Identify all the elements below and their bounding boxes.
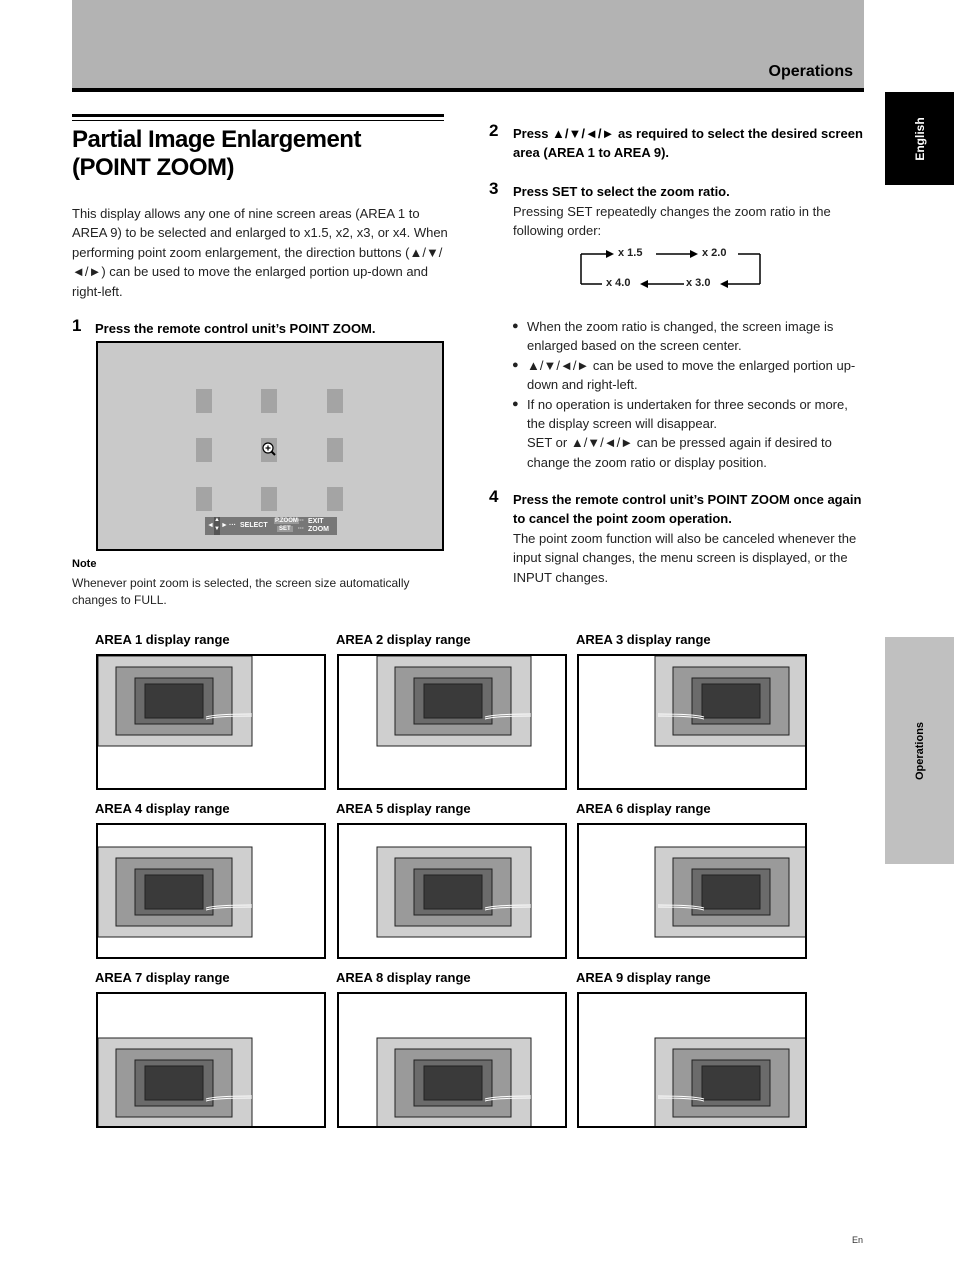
osd-select-label: SELECT: [240, 522, 268, 529]
zoom-range-graphic: [339, 994, 565, 1126]
osd-screen: [96, 341, 444, 551]
range-x4: [424, 1066, 482, 1100]
section-header: Operations: [768, 63, 853, 80]
area-label: AREA 2 display range: [336, 632, 471, 647]
area-label: AREA 7 display range: [95, 970, 230, 985]
range-x3: [692, 678, 770, 724]
zoom-ratio-2: x 2.0: [702, 247, 727, 259]
area-marker: [327, 438, 343, 462]
step-4-body: The point zoom function will also be canceled whenever the input signal changes, the menu screen is displayed, or the INPUT changes.: [513, 531, 857, 585]
range-x3: [414, 678, 492, 724]
range-x3: [692, 1060, 770, 1106]
area-range-diagram: [96, 654, 326, 790]
zoom-range-graphic: [98, 825, 324, 957]
area-label: AREA 4 display range: [95, 801, 230, 816]
zoom-range-graphic: [579, 656, 805, 788]
area-marker: [196, 487, 212, 511]
area-marker: [327, 389, 343, 413]
bullet-item: [512, 395, 862, 473]
area-range-diagram: [337, 992, 567, 1128]
range-x4: [702, 684, 760, 718]
range-x1-5: [377, 1038, 531, 1126]
range-x2: [116, 858, 232, 926]
bullet-text: If no operation is undertaken for three seconds or more, the display screen will disappear.: [527, 396, 848, 432]
range-x1-5: [655, 1038, 805, 1126]
language-tab-label: English: [912, 116, 927, 161]
range-x4: [145, 875, 203, 909]
range-x1-5: [377, 656, 531, 746]
range-x4: [702, 875, 760, 909]
header-rule: [72, 88, 864, 92]
range-x1-5: [655, 656, 805, 746]
area-label: AREA 6 display range: [576, 801, 711, 816]
osd-zoom-label: ZOOM: [308, 526, 329, 533]
magnifier-plus-icon: [261, 438, 277, 462]
intro-paragraph: This display allows any one of nine screen areas (AREA 1 to AREA 9) to be selected and enlarged to x1.5, x2, x3, or x4. When performing point zoom enlargement, the direction buttons (▲/▼/◄/►) can be used to move the enlarged portion up-down and right-left.: [72, 206, 448, 299]
osd-dots: ···: [229, 522, 236, 529]
left-arrow-icon: ◄: [207, 522, 214, 529]
right-arrow-icon: ►: [221, 522, 228, 529]
title-rule-thin: [72, 120, 444, 121]
language-tab: [885, 92, 954, 185]
zoom-ratio-3: x 3.0: [686, 277, 711, 289]
zoom-ratio-4: x 4.0: [606, 277, 631, 289]
range-x2: [395, 1049, 511, 1117]
range-x4: [145, 684, 203, 718]
range-x2: [673, 858, 789, 926]
range-x1-5: [377, 847, 531, 937]
range-x3: [414, 869, 492, 915]
zoom-range-graphic: [98, 656, 324, 788]
section-tab-label: Operations: [913, 721, 926, 780]
section-tab: [885, 637, 954, 864]
bullet-item: ● ▲/▼/◄/► can be used to move the enlarged portion up-down and right-left.: [512, 356, 862, 395]
bullet-item: ● When the zoom ratio is changed, the screen image is enlarged based on the screen center.: [512, 317, 862, 356]
leader-line: [206, 1096, 252, 1101]
area-range-diagram: [577, 823, 807, 959]
area-marker: [196, 438, 212, 462]
zoom-ratio-1: x 1.5: [618, 247, 643, 259]
step-3-heading: Press SET to select the zoom ratio.: [513, 184, 730, 199]
range-x1-5: [98, 1038, 252, 1126]
header-band: [72, 0, 864, 88]
area-marker: [261, 389, 277, 413]
leader-line: [206, 905, 252, 910]
osd-pzoom-key: P.ZOOM: [275, 518, 298, 524]
range-x1-5: [98, 656, 252, 746]
zoom-range-graphic: [339, 656, 565, 788]
area-marker: [261, 487, 277, 511]
leader-line: [658, 1096, 704, 1101]
range-x4: [145, 1066, 203, 1100]
step-4-heading: Press the remote control unit’s POINT ZOOM once again to cancel the point zoom operation.: [513, 492, 862, 527]
osd-exit-label: EXIT: [308, 518, 324, 525]
title-rule: [72, 114, 444, 117]
range-x2: [673, 667, 789, 735]
range-x3: [414, 1060, 492, 1106]
zoom-range-graphic: [339, 825, 565, 957]
note-body: Whenever point zoom is selected, the screen size automatically changes to FULL.: [72, 576, 410, 607]
osd-dots-zoom: ···: [298, 526, 304, 532]
bullet-text-continued: SET or ▲/▼/◄/► can be pressed again if desired to change the zoom ratio or display position.: [527, 435, 832, 470]
title-line-2: (POINT ZOOM): [72, 154, 234, 181]
area-label: AREA 5 display range: [336, 801, 471, 816]
range-x3: [135, 678, 213, 724]
range-x4: [424, 875, 482, 909]
osd-set-key: SET: [279, 526, 291, 532]
leader-line: [485, 714, 531, 719]
area-label: AREA 3 display range: [576, 632, 711, 647]
area-marker-selected: [261, 438, 277, 462]
area-range-diagram: [337, 654, 567, 790]
area-marker: [196, 389, 212, 413]
range-x4: [424, 684, 482, 718]
page-title: [72, 126, 452, 182]
page-footer: En: [852, 1235, 864, 1245]
step-1-heading: Press the remote control unit’s POINT ZOOM.: [95, 321, 376, 336]
step-2-number: 2: [489, 121, 499, 140]
range-x4: [702, 1066, 760, 1100]
step-3-number: 3: [489, 179, 499, 198]
range-x1-5: [98, 847, 252, 937]
up-arrow-icon: ▲: [214, 517, 220, 523]
area-label: AREA 1 display range: [95, 632, 230, 647]
leader-line: [485, 905, 531, 910]
area-range-diagram: [96, 992, 326, 1128]
area-range-diagram: [96, 823, 326, 959]
area-range-diagram: [577, 992, 807, 1128]
leader-line: [658, 714, 704, 719]
step-2-heading: Press ▲/▼/◄/► as required to select the desired screen area (AREA 1 to AREA 9).: [513, 126, 863, 161]
up-down-key: [214, 517, 220, 535]
zoom-range-graphic: [579, 994, 805, 1126]
area-range-diagram: [577, 654, 807, 790]
area-range-diagram: [337, 823, 567, 959]
leader-line: [485, 1096, 531, 1101]
range-x2: [395, 667, 511, 735]
range-x2: [116, 1049, 232, 1117]
info-bullets: [512, 317, 862, 472]
area-marker: [327, 487, 343, 511]
osd-guide-bar: [205, 517, 337, 535]
step-4-number: 4: [489, 487, 499, 506]
title-line-1: Partial Image Enlargement: [72, 126, 361, 153]
area-label: AREA 8 display range: [336, 970, 471, 985]
note-title: Note: [72, 558, 97, 570]
range-x1-5: [655, 847, 805, 937]
zoom-range-graphic: [98, 994, 324, 1126]
range-x3: [135, 1060, 213, 1106]
range-x3: [135, 869, 213, 915]
osd-dots-exit: ···: [298, 518, 304, 524]
range-x2: [395, 858, 511, 926]
leader-line: [206, 714, 252, 719]
leader-line: [658, 905, 704, 910]
range-x3: [692, 869, 770, 915]
range-x2: [673, 1049, 789, 1117]
zoom-range-graphic: [579, 825, 805, 957]
step-1-number: 1: [72, 316, 82, 335]
step-3-body: Pressing SET repeatedly changes the zoom ratio in the following order:: [513, 204, 831, 239]
down-arrow-icon: ▼: [214, 526, 220, 532]
area-label: AREA 9 display range: [576, 970, 711, 985]
range-x2: [116, 667, 232, 735]
